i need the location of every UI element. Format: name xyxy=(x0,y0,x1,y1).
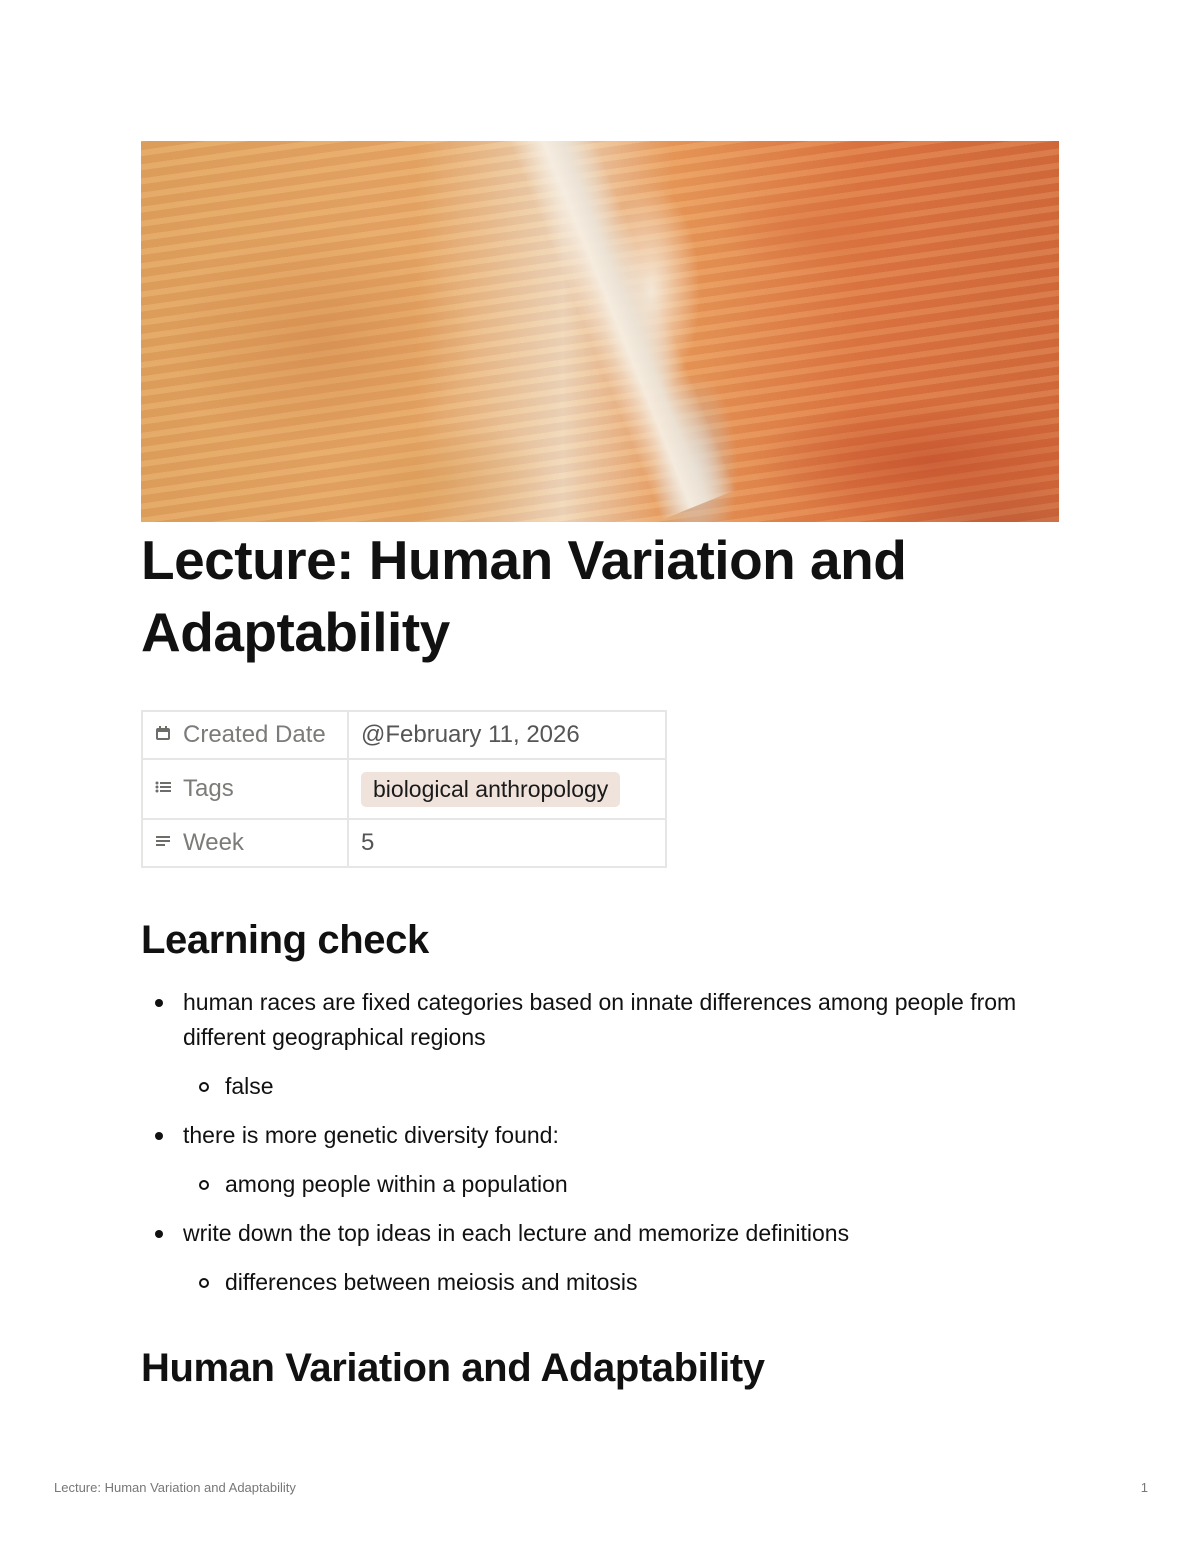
sub-list-item: among people within a population xyxy=(183,1167,1061,1202)
property-row-week xyxy=(142,819,666,867)
property-key-label: Created Date xyxy=(183,721,326,748)
list-item xyxy=(141,985,1061,1104)
property-value-week[interactable]: 5 xyxy=(348,819,666,867)
cover-image xyxy=(141,141,1059,522)
learning-check-list xyxy=(141,985,1061,1314)
text-icon xyxy=(155,833,173,854)
cover-dry-riverbed xyxy=(501,141,736,520)
property-value-created-date[interactable]: @February 11, 2026 xyxy=(348,711,666,759)
property-row-tags xyxy=(142,759,666,819)
sub-list xyxy=(183,1265,1061,1300)
footer-doc-title: Lecture: Human Variation and Adaptability xyxy=(54,1480,296,1495)
property-key-created-date xyxy=(142,711,348,759)
section-heading-learning-check: Learning check xyxy=(141,918,429,962)
page-title: Lecture: Human Variation and Adaptability xyxy=(141,529,907,663)
list-item-text: write down the top ideas in each lecture and memorize definitions xyxy=(183,1220,850,1246)
section-heading-human-variation: Human Variation and Adaptability xyxy=(141,1346,765,1390)
property-key-week xyxy=(142,819,348,867)
sub-list-item: differences between meiosis and mitosis xyxy=(183,1265,1061,1300)
property-key-tags xyxy=(142,759,348,819)
sub-list-item: false xyxy=(183,1069,1061,1104)
tag-chip[interactable]: biological anthropology xyxy=(361,772,620,807)
property-key-label: Tags xyxy=(183,775,234,802)
property-row-created-date xyxy=(142,711,666,759)
properties-table xyxy=(141,710,667,868)
footer-page-number: 1 xyxy=(1140,1480,1148,1495)
property-key-label: Week xyxy=(183,829,244,856)
list-item-text: there is more genetic diversity found: xyxy=(183,1122,559,1148)
calendar-icon xyxy=(155,725,173,746)
multi-select-icon xyxy=(155,779,173,800)
sub-list xyxy=(183,1069,1061,1104)
property-value-tags[interactable] xyxy=(348,759,666,819)
list-item xyxy=(141,1118,1061,1202)
list-item-text: human races are fixed categories based on innate differences among people from different geographical regions xyxy=(183,989,1017,1050)
sub-list xyxy=(183,1167,1061,1202)
list-item xyxy=(141,1216,1061,1300)
